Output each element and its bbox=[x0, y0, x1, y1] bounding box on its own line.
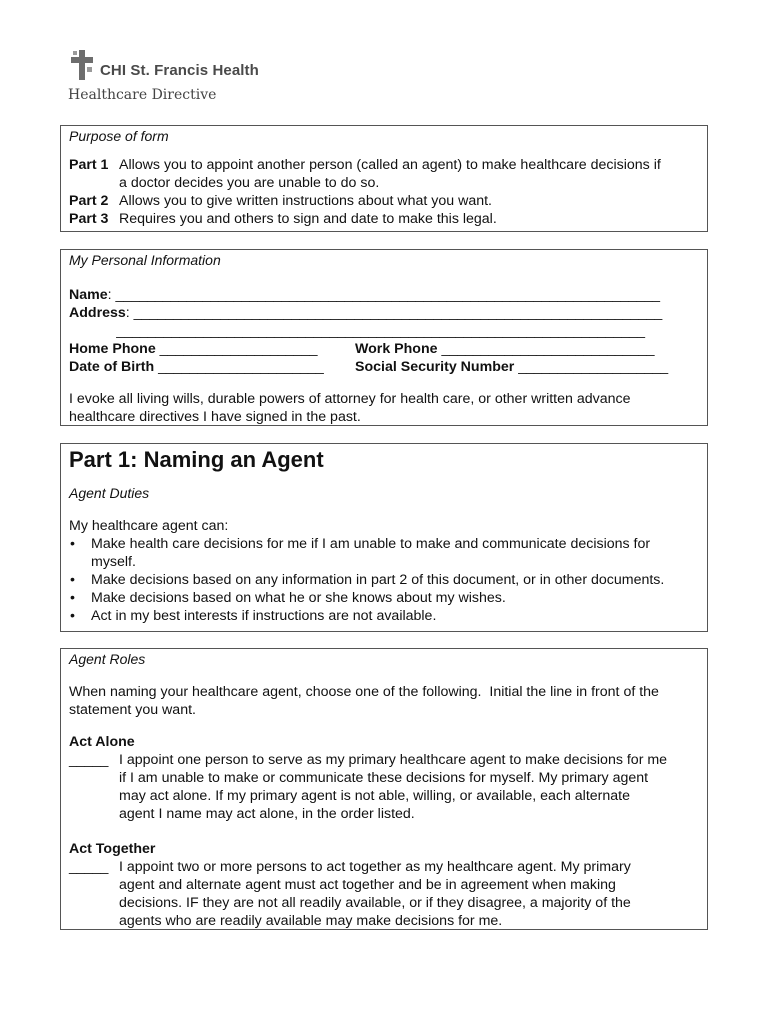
act-together-text-continued: agents who are readily available may make decisions for me. bbox=[119, 913, 503, 929]
dob-label: Date of Birth bbox=[69, 359, 155, 375]
personal-info-label: My Personal Information bbox=[69, 252, 221, 268]
act-together-text-continued: decisions. IF they are not all readily available, or if they disagree, a majority of the bbox=[119, 895, 631, 911]
roles-intro-continued: statement you want. bbox=[69, 702, 196, 718]
agent-duties-label: Agent Duties bbox=[69, 485, 150, 501]
act-alone-heading: Act Alone bbox=[69, 734, 135, 750]
part-key: Part 2 bbox=[69, 193, 109, 209]
dob-field[interactable] bbox=[69, 358, 355, 376]
act-alone-initial-line[interactable]: _____ bbox=[69, 752, 109, 768]
act-alone-text-continued: may act alone. If my primary agent is not able, willing, or available, each alternate bbox=[119, 788, 631, 804]
address-label: Address bbox=[69, 305, 126, 321]
revoke-statement: I evoke all living wills, durable powers of attorney for health care, or other written advance bbox=[69, 391, 631, 407]
agent-roles-label: Agent Roles bbox=[69, 651, 146, 667]
act-together-text: I appoint two or more persons to act together as my healthcare agent. My primary bbox=[119, 859, 631, 875]
chi-cross-icon bbox=[70, 48, 96, 82]
duties-list bbox=[69, 535, 699, 625]
name-line[interactable]: : _____________________________________________________________________ bbox=[107, 287, 660, 303]
part-text-continued: a doctor decides you are unable to do so. bbox=[119, 175, 380, 191]
logo-text: CHI St. Francis Health bbox=[100, 61, 259, 79]
address-field[interactable] bbox=[69, 304, 699, 322]
document-title: Healthcare Directive bbox=[68, 87, 217, 103]
name-label: Name bbox=[69, 287, 108, 303]
home-phone-line[interactable]: ____________________ bbox=[155, 341, 318, 357]
ssn-line[interactable]: ___________________ bbox=[514, 359, 669, 375]
act-alone-text-continued: if I am unable to make or communicate these decisions for myself. My primary agent bbox=[119, 770, 649, 786]
list-item: • Act in my best interests if instructions are not available. bbox=[69, 607, 699, 625]
list-item: • Make decisions based on any information in part 2 of this document, or in other documents. bbox=[69, 571, 699, 589]
act-together-option bbox=[69, 858, 699, 876]
roles-intro: When naming your healthcare agent, choose one of the following. Initial the line in front of the bbox=[69, 684, 659, 700]
duties-intro: My healthcare agent can: bbox=[69, 518, 229, 534]
personal-info-section bbox=[60, 249, 708, 426]
purpose-part-3 bbox=[69, 210, 699, 228]
work-phone-label: Work Phone bbox=[355, 341, 438, 357]
act-alone-text: I appoint one person to serve as my primary healthcare agent to make decisions for me bbox=[119, 752, 668, 768]
act-alone-text-continued: agent I name may act alone, in the order listed. bbox=[119, 806, 415, 822]
agent-roles-section bbox=[60, 648, 708, 930]
phone-row bbox=[69, 340, 699, 358]
name-field[interactable] bbox=[69, 286, 699, 304]
ssn-label: Social Security Number bbox=[355, 359, 515, 375]
dob-ssn-row bbox=[69, 358, 699, 376]
part-key: Part 3 bbox=[69, 211, 109, 227]
purpose-section bbox=[60, 125, 708, 232]
part-text: Allows you to appoint another person (called an agent) to make healthcare decisions if bbox=[119, 157, 661, 173]
ssn-field[interactable] bbox=[355, 358, 668, 376]
work-phone-line[interactable]: ___________________________ bbox=[437, 341, 655, 357]
part1-title: Part 1: Naming an Agent bbox=[69, 447, 324, 472]
act-together-text-continued: agent and alternate agent must act together and be in agreement when making bbox=[119, 877, 616, 893]
act-together-initial-line[interactable]: _____ bbox=[69, 859, 109, 875]
dob-line[interactable]: _____________________ bbox=[154, 359, 324, 375]
part-text: Allows you to give written instructions about what you want. bbox=[119, 193, 493, 209]
home-phone-field[interactable] bbox=[69, 340, 355, 358]
logo bbox=[70, 47, 259, 83]
home-phone-label: Home Phone bbox=[69, 341, 156, 357]
revoke-statement-continued: healthcare directives I have signed in the past. bbox=[69, 409, 361, 425]
purpose-label: Purpose of form bbox=[69, 128, 169, 144]
purpose-part-1 bbox=[69, 156, 699, 174]
act-alone-option bbox=[69, 751, 699, 769]
address-line[interactable]: : ___________________________________________________________________ bbox=[125, 305, 663, 321]
act-together-heading: Act Together bbox=[69, 841, 156, 857]
part-key: Part 1 bbox=[69, 157, 109, 173]
work-phone-field[interactable] bbox=[355, 340, 655, 358]
purpose-part-2 bbox=[69, 192, 699, 210]
part-text: Requires you and others to sign and date to make this legal. bbox=[119, 211, 497, 227]
address-line-2[interactable]: ___________________________________________________________________ bbox=[69, 323, 645, 339]
list-item: • Make decisions based on what he or she knows about my wishes. bbox=[69, 589, 699, 607]
part1-section bbox=[60, 443, 708, 632]
list-item: • Make health care decisions for me if I am unable to make and communicate decisions for myself. bbox=[69, 535, 699, 571]
